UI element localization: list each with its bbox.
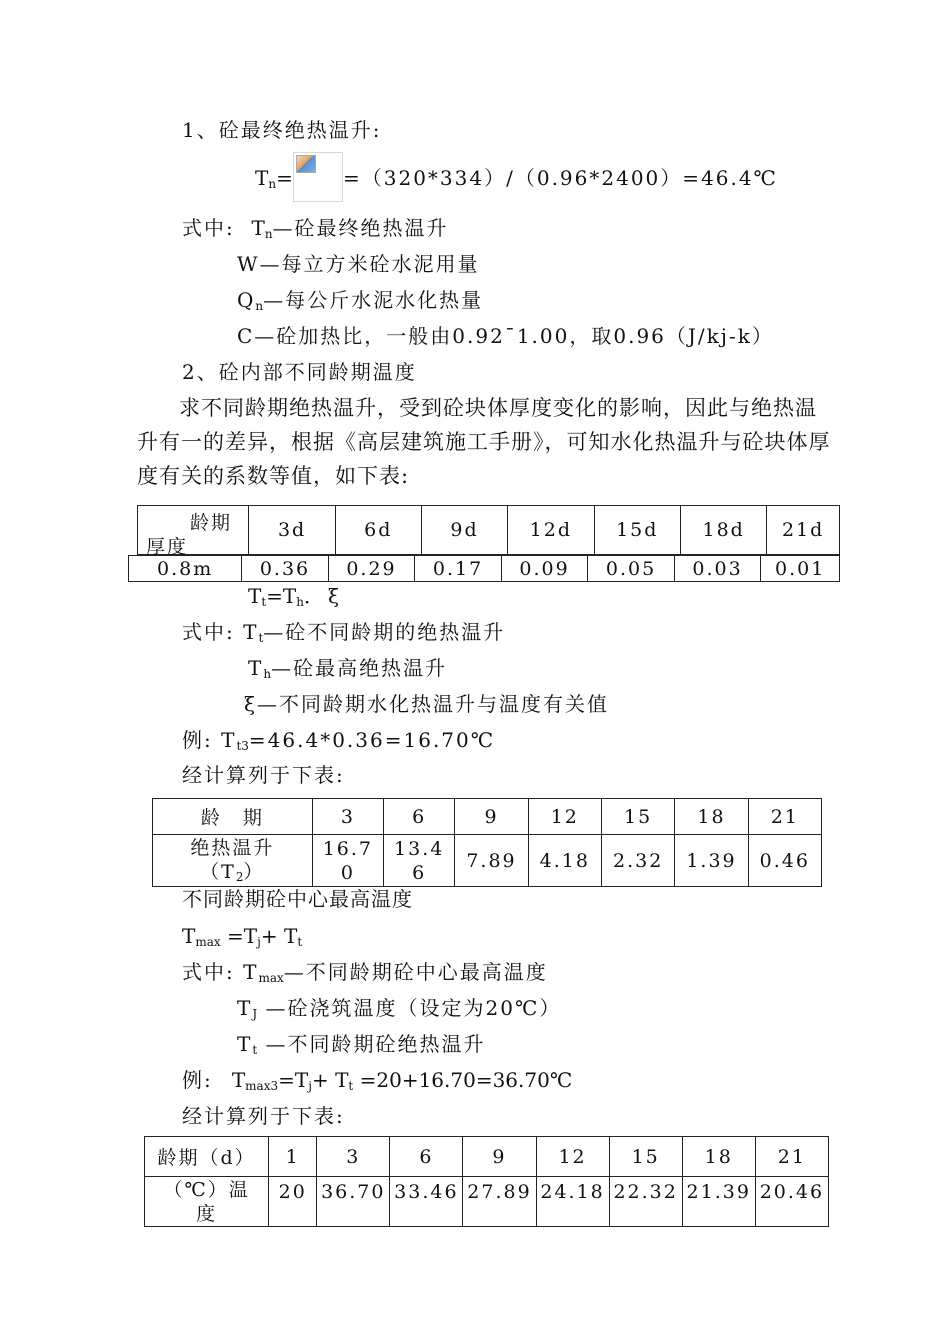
table3-value-cell: 22.32 [609, 1177, 682, 1227]
table2-value-line: 0 [340, 861, 355, 884]
example2-subscript-t: t [348, 1079, 354, 1093]
defs1-line1 [182, 216, 449, 243]
section2-heading: 2、砼内部不同龄期温度 [182, 360, 417, 384]
defs2-line1 [182, 620, 505, 647]
formula-tn-right: =（320*334）/（0.96*2400）=46.4℃ [343, 166, 778, 190]
table2-header-cell: 3 [312, 799, 383, 835]
formula-tt-mid: =T [266, 584, 297, 608]
table1-corner [138, 506, 249, 558]
defs3-l2-subscript: J [252, 1007, 258, 1021]
table3-header-cell: 3 [317, 1137, 390, 1177]
table3-value-cell: 24.18 [536, 1177, 609, 1227]
defs3-l2-text: —砼浇筑温度（设定为20℃） [257, 996, 562, 1020]
formula-tt-symbol: T [248, 584, 262, 608]
example2-subscript-j: j [308, 1079, 312, 1093]
table2-header-cell: 9 [455, 799, 528, 835]
table2-row-label-line2 [153, 860, 312, 886]
example1-subscript: t3 [236, 739, 249, 753]
formula-tn-left [255, 166, 293, 193]
example2 [182, 1068, 572, 1095]
table2-value-cell: 2.32 [601, 835, 674, 887]
defs3-l1-subscript: max [258, 971, 284, 985]
formula-tt-rhs: ．ξ [304, 584, 344, 608]
defs2-l1-symbol: T [243, 620, 259, 644]
table1-row-label: 0.8m [129, 556, 242, 582]
formula-tt-subscript: t [261, 595, 267, 609]
table2-value-cell [384, 835, 455, 887]
defs2-line2 [248, 656, 447, 683]
table3-caption: 经计算列于下表: [182, 1104, 345, 1128]
table1-value-cell: 0.09 [501, 556, 588, 582]
table2-row-label-open: （T [200, 860, 236, 883]
example2-symbol: T [231, 1068, 246, 1092]
defs3-line1 [182, 960, 548, 987]
table2-value-cell: 0.46 [748, 835, 821, 887]
example2-text: =20+16.70=36.70℃ [353, 1068, 573, 1092]
example2-subscript: max3 [245, 1079, 279, 1093]
table3-value-cell: 36.70 [317, 1177, 390, 1227]
table3-row-label-line2: 度 [196, 1202, 218, 1225]
table2-value-line: 13.4 [394, 837, 445, 860]
table1-value-cell: 0.05 [588, 556, 675, 582]
table3-value-cell: 33.46 [390, 1177, 463, 1227]
coefficient-table [137, 505, 840, 558]
defs2-l1-text: —砼不同龄期的绝热温升 [263, 620, 506, 644]
formula-th-subscript: h [296, 595, 305, 609]
defs3-line2 [237, 996, 561, 1023]
section1-heading: 1、砼最终绝热温升: [182, 118, 382, 142]
defs2-l2-symbol: T [248, 656, 264, 680]
coefficient-table-row [128, 555, 840, 582]
table1-header-cell: 9d [421, 506, 507, 555]
defs1-line4: C—砼加热比，一般由0.92¯1.00，取0.96（J/kj-k） [237, 324, 774, 348]
example2-mid: =T [278, 1068, 309, 1092]
formula-tt2-subscript: t [297, 935, 303, 949]
table1-corner-top: 龄期 [190, 512, 233, 534]
formula-tmax-rest: =T [220, 924, 258, 948]
formula-tmax-end: + T [260, 924, 298, 948]
defs3-l3-symbol: T [237, 1032, 253, 1056]
table2-value-line: 6 [412, 861, 427, 884]
section2-paragraph: 求不同龄期绝热温升，受到砼块体厚度变化的影响，因此与绝热温升有一的差异，根据《高层建筑施工手册》，可知水化热温升与砼块体厚度有关的系数等值，如下表: [137, 396, 831, 488]
formula-image-placeholder [293, 152, 343, 202]
table1-value-cell: 0.17 [415, 556, 502, 582]
max-temp-table [144, 1136, 829, 1227]
broken-image-icon [296, 155, 316, 173]
defs3-l3-text: —不同龄期砼绝热温升 [257, 1032, 486, 1056]
formula-tt [248, 584, 343, 611]
defs3-line3 [237, 1032, 486, 1059]
example2-mid2: + T [311, 1068, 349, 1092]
defs3-l2-symbol: T [237, 996, 253, 1020]
table1-header-cell: 12d [508, 506, 594, 555]
table2-header-cell: 15 [601, 799, 674, 835]
table3-header-cell: 21 [755, 1137, 828, 1177]
table2-row-label [153, 835, 313, 887]
defs2-l1-subscript: t [258, 631, 264, 645]
formula-tn-symbol: T [255, 166, 269, 190]
table3-value-cell: 20 [269, 1177, 317, 1227]
table3-header-cell: 15 [609, 1137, 682, 1177]
defs3-label: 式中: [182, 960, 235, 984]
formula-tmax-subscript: max [195, 935, 221, 949]
table2-row-label-line1: 绝热温升 [190, 836, 275, 859]
defs2-line3: ξ—不同龄期水化热温升与温度有关值 [244, 692, 610, 716]
formula-tn-subscript: n [268, 177, 277, 191]
formula-tmax-symbol: T [182, 924, 196, 948]
table1-value-cell: 0.03 [674, 556, 761, 582]
table2-value-cell [312, 835, 383, 887]
table2-value-cell: 7.89 [455, 835, 528, 887]
table3-value-cell: 20.46 [755, 1177, 828, 1227]
defs1-line3 [237, 288, 483, 315]
table2-row-label-close: ） [243, 860, 265, 883]
table2-value-cell: 1.39 [675, 835, 748, 887]
table1-value-cell: 0.01 [761, 556, 840, 582]
table2-value-cell: 4.18 [528, 835, 601, 887]
table2-value-line: 16.7 [322, 837, 374, 860]
table2-header-cell: 12 [528, 799, 601, 835]
defs1-line2: W—每立方米砼水泥用量 [237, 252, 480, 276]
defs3-l3-subscript: t [252, 1043, 258, 1057]
formula-tmax [182, 924, 302, 951]
example1-label: 例: [182, 728, 213, 752]
table3-header-cell: 18 [682, 1137, 755, 1177]
table1-value-cell: 0.36 [242, 556, 329, 582]
table2-header-cell: 18 [675, 799, 748, 835]
defs1-label: 式中: [182, 216, 235, 240]
example1-text: =46.4*0.36=16.70℃ [248, 728, 496, 752]
defs1-l1-text: —砼最终绝热温升 [272, 216, 449, 240]
table2-header-cell: 6 [384, 799, 455, 835]
defs1-l3-subscript: n [255, 299, 264, 313]
section3-heading: 不同龄期砼中心最高温度 [182, 887, 413, 911]
formula-tj-subscript: j [257, 935, 261, 949]
table3-value-cell: 21.39 [682, 1177, 755, 1227]
example1-symbol: T [221, 728, 237, 752]
table3-value-cell: 27.89 [463, 1177, 536, 1227]
table2-caption: 经计算列于下表: [182, 763, 345, 787]
defs3-l1-text: —不同龄期砼中心最高温度 [283, 960, 548, 984]
table1-header-cell: 15d [594, 506, 680, 555]
table3-header-cell: 12 [536, 1137, 609, 1177]
table3-header-cell: 1 [269, 1137, 317, 1177]
defs2-label: 式中: [182, 620, 235, 644]
table1-header-cell: 18d [680, 506, 766, 555]
table3-row-label-line1: （℃）温 [163, 1178, 250, 1201]
defs1-l3-text: —每公斤水泥水化热量 [263, 288, 484, 312]
table3-header-cell: 6 [390, 1137, 463, 1177]
defs2-l2-text: —砼最高绝热温升 [271, 656, 448, 680]
table3-header-cell: 9 [463, 1137, 536, 1177]
table3-row-label [145, 1177, 269, 1227]
table1-header-cell: 21d [767, 506, 840, 555]
defs2-l2-subscript: h [263, 667, 272, 681]
defs1-l3-symbol: Q [237, 288, 256, 312]
adiabatic-temp-table [152, 798, 822, 887]
table3-header-label: 龄期（d） [145, 1137, 269, 1177]
example2-label: 例: [182, 1068, 213, 1092]
table1-header-cell: 6d [335, 506, 421, 555]
defs3-l1-symbol: T [243, 960, 259, 984]
formula-tn-equals: = [276, 166, 293, 190]
table1-corner-bottom: 厚度 [146, 536, 189, 558]
example1 [182, 728, 495, 755]
table1-value-cell: 0.29 [328, 556, 415, 582]
table2-header-cell: 21 [748, 799, 821, 835]
defs1-l1-subscript: n [264, 227, 273, 241]
table2-header-label: 龄 期 [153, 799, 313, 835]
table2-row-label-subscript: 2 [235, 869, 244, 884]
defs1-l1-symbol: T [251, 216, 265, 240]
table1-header-cell: 3d [249, 506, 335, 555]
